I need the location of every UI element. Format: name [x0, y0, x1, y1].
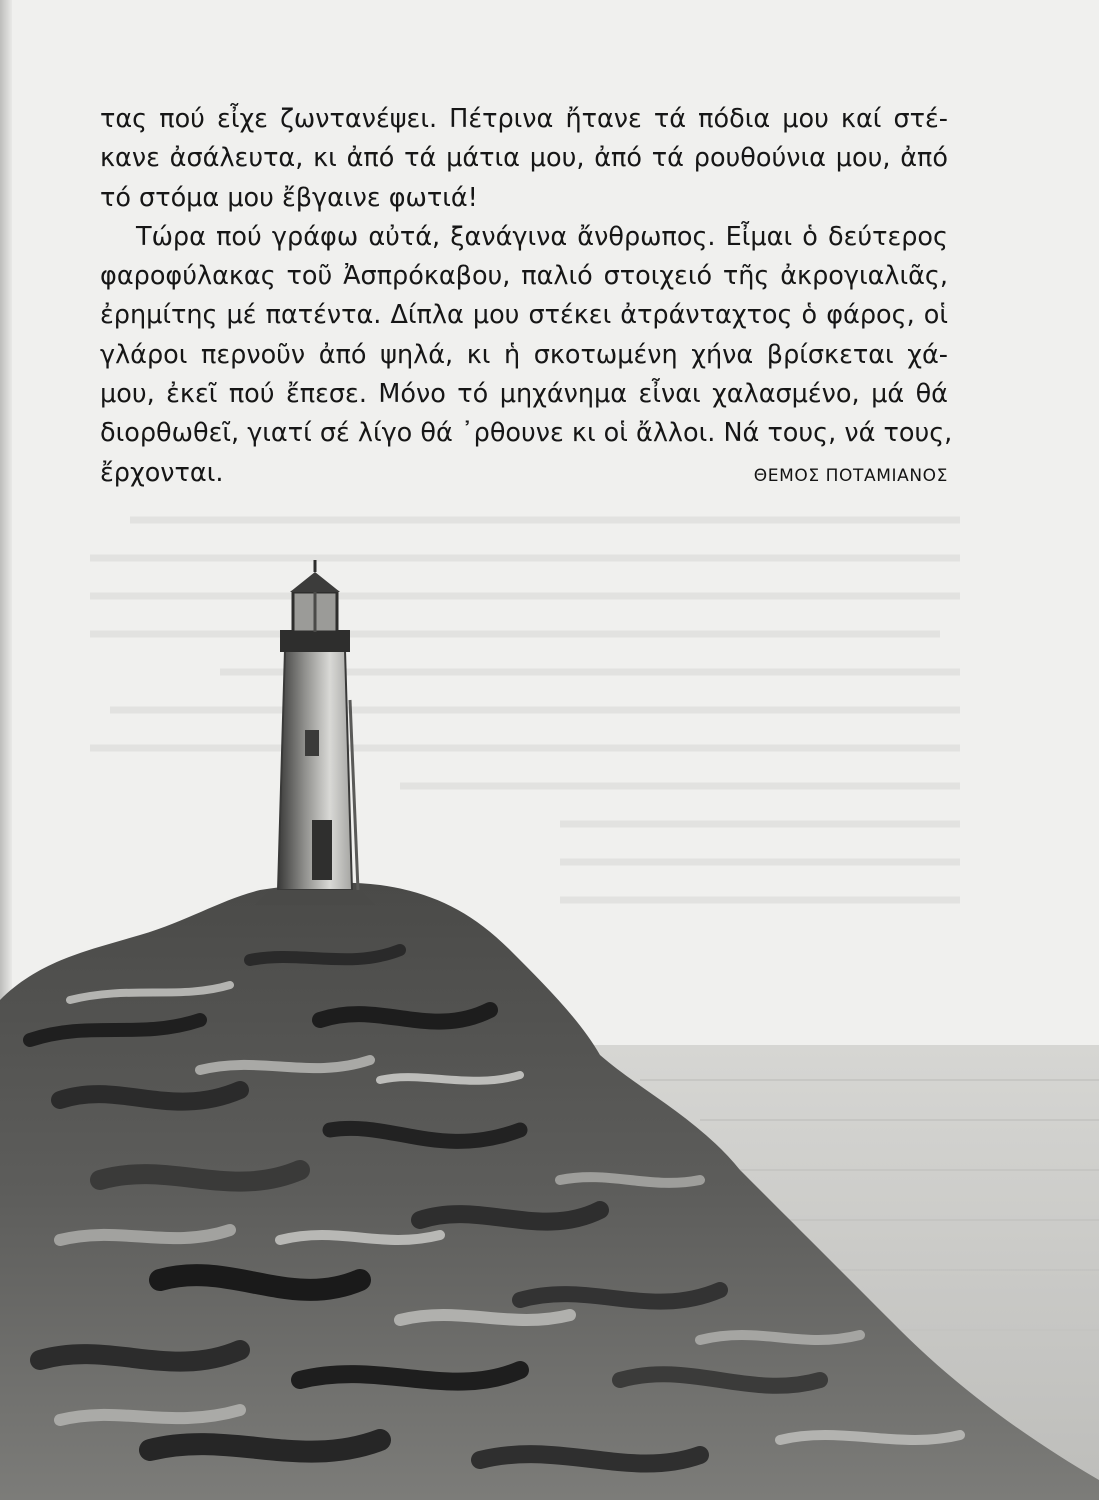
text-line: γλάροι περνοῦν ἀπό ψηλά, κι ἡ σκοτωμένη χήνα βρίσκεται χά-	[100, 339, 948, 370]
lighthouse	[255, 560, 375, 905]
text-line: ἔρχονται.	[100, 457, 224, 488]
show-through-text	[90, 520, 960, 900]
text-line: τό στόμα μου ἔβγαινε φωτιά!	[100, 182, 478, 213]
paragraph-2	[100, 218, 953, 493]
text-line: κανε ἀσάλευτα, κι ἀπό τά μάτια μου, ἀπό τά ρουθούνια μου, ἀπό	[100, 143, 948, 174]
story-text	[100, 100, 953, 493]
text-line: τας πού εἶχε ζωντανέψει. Πέτρινα ἤτανε τά πόδια μου καί στέ-	[100, 104, 948, 134]
author-signature: ΘΕΜΟΣ ΠΟΤΑΜΙΑΝΟΣ	[753, 466, 948, 486]
paragraph-1	[100, 100, 948, 218]
text-line: διορθωθεῖ, γιατί σέ λίγο θά ᾽ρθουνε κι οἱ ἄλλοι. Νά τους, νά τους,	[100, 418, 953, 449]
text-line: ἐρημίτης μέ πατέντα. Δίπλα μου στέκει ἀτράνταχτος ὁ φάρος, οἱ	[100, 300, 948, 331]
text-line: φαροφύλακας τοῦ Ἀσπρόκαβου, παλιό στοιχειό τῆς ἀκρογιαλιᾶς,	[100, 261, 948, 292]
text-line: μου, ἐκεῖ πού ἔπεσε. Μόνο τό μηχάνημα εἶναι χαλασμένο, μά θά	[100, 379, 948, 410]
text-line: Τώρα πού γράφω αὐτά, ξανάγινα ἄνθρωπος. Εἶμαι ὁ δεύτερος	[136, 221, 948, 252]
lighthouse-illustration	[0, 480, 1099, 1500]
